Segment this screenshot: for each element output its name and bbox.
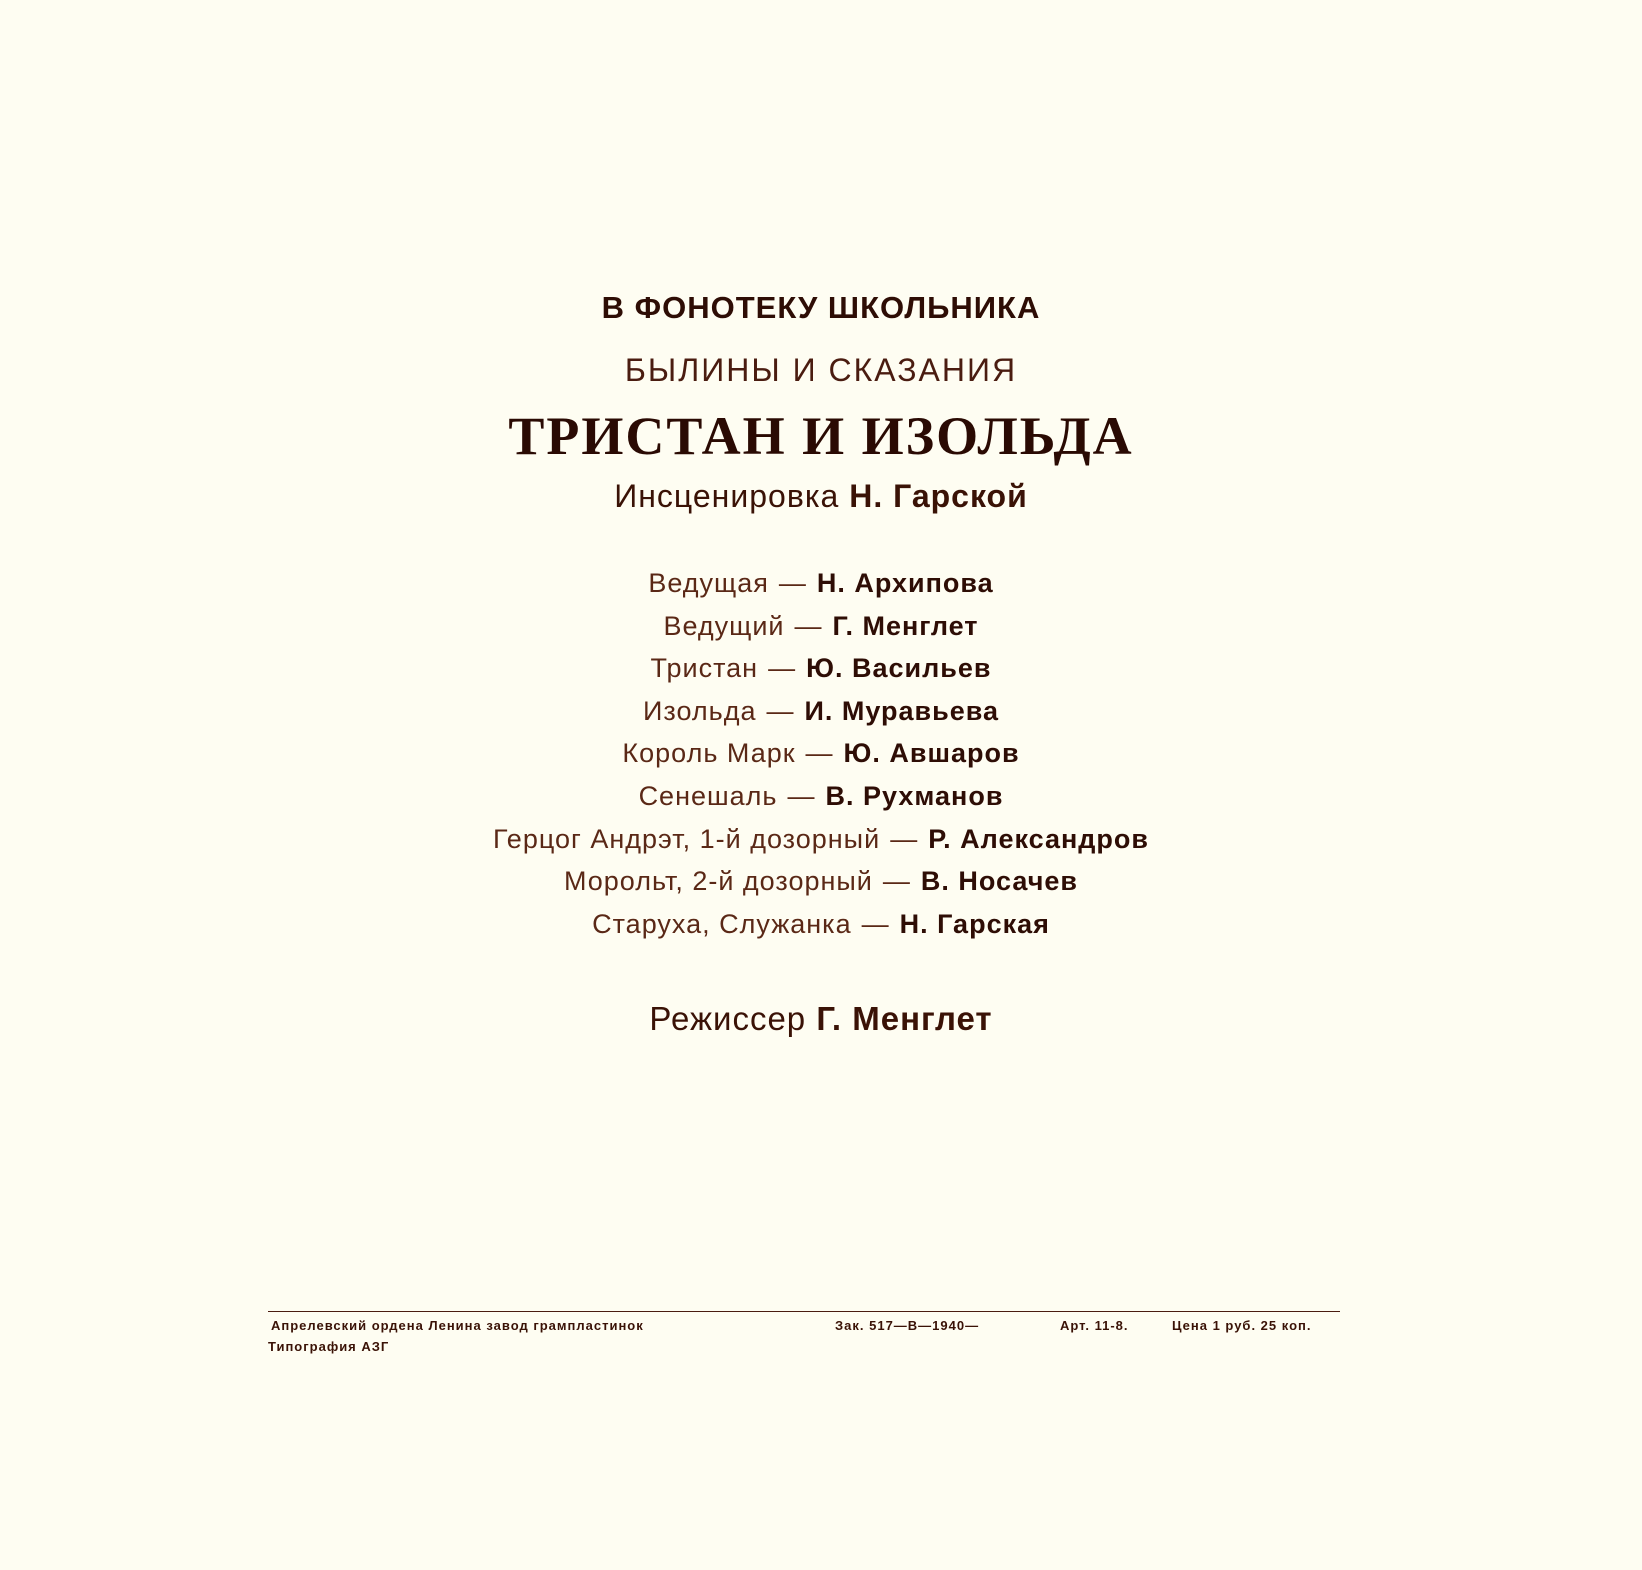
footer-divider	[268, 1311, 1340, 1312]
cast-item	[0, 903, 1642, 946]
cast-separator: —	[890, 823, 919, 854]
footer-order-number: Зак. 517—В—1940—	[835, 1318, 980, 1333]
cast-role: Король Марк	[622, 738, 796, 769]
cast-actor: Г. Менглет	[832, 610, 979, 641]
cast-separator: —	[787, 780, 816, 811]
subseries-heading: БЫЛИНЫ И СКАЗАНИЯ	[624, 352, 1018, 388]
cast-actor: Н. Архипова	[816, 568, 994, 598]
cast-separator: —	[768, 653, 797, 684]
cast-role: Ведущая	[648, 568, 769, 598]
cast-role: Тристан	[650, 653, 759, 684]
cast-item	[0, 690, 1642, 733]
cast-item	[0, 605, 1642, 648]
cast-actor: В. Носачев	[920, 866, 1079, 897]
cast-actor: Ю. Авшаров	[843, 738, 1020, 769]
cast-list	[0, 562, 1642, 945]
cast-role: Ведущий	[663, 610, 785, 641]
cast-item	[0, 860, 1642, 903]
staging-credit	[0, 478, 1642, 515]
cast-item	[0, 647, 1642, 690]
director-credit	[0, 1000, 1642, 1038]
cast-item	[0, 562, 1642, 605]
staging-label: Инсценировка	[614, 478, 840, 514]
staging-author: Н. Гарской	[849, 478, 1028, 514]
cast-role: Изольда	[642, 695, 757, 726]
cast-separator: —	[766, 695, 795, 726]
series-heading: В ФОНОТЕКУ ШКОЛЬНИКА	[601, 290, 1041, 325]
cast-actor: Р. Александров	[928, 823, 1150, 854]
cast-item	[0, 775, 1642, 818]
cast-actor: Н. Гарская	[899, 908, 1050, 939]
cast-separator: —	[861, 908, 890, 939]
cast-role: Старуха, Служанка	[592, 908, 852, 939]
director-name: Г. Менглет	[816, 1000, 993, 1037]
cast-item	[0, 818, 1642, 861]
cast-role: Сенешаль	[638, 780, 778, 811]
cast-separator: —	[805, 738, 834, 769]
cast-role: Герцог Андрэт, 1-й дозорный	[492, 823, 881, 854]
director-label: Режиссер	[649, 1000, 807, 1037]
cast-separator: —	[778, 568, 807, 598]
footer-price: Цена 1 руб. 25 коп.	[1172, 1318, 1312, 1333]
cast-actor: В. Рухманов	[825, 780, 1004, 811]
cast-item	[0, 732, 1642, 775]
footer-plant: Апрелевский ордена Ленина завод грампластинок	[271, 1318, 644, 1333]
cast-actor: Ю. Васильев	[806, 653, 992, 684]
cast-separator: —	[882, 866, 911, 897]
cast-separator: —	[794, 610, 823, 641]
footer-article: Арт. 11-8.	[1060, 1318, 1129, 1333]
footer-printing-house: Типография АЗГ	[268, 1339, 390, 1354]
work-title: ТРИСТАН И ИЗОЛЬДА	[508, 406, 1134, 466]
cast-role: Морольт, 2-й дозорный	[563, 866, 873, 897]
cast-actor: И. Муравьева	[804, 695, 1000, 726]
